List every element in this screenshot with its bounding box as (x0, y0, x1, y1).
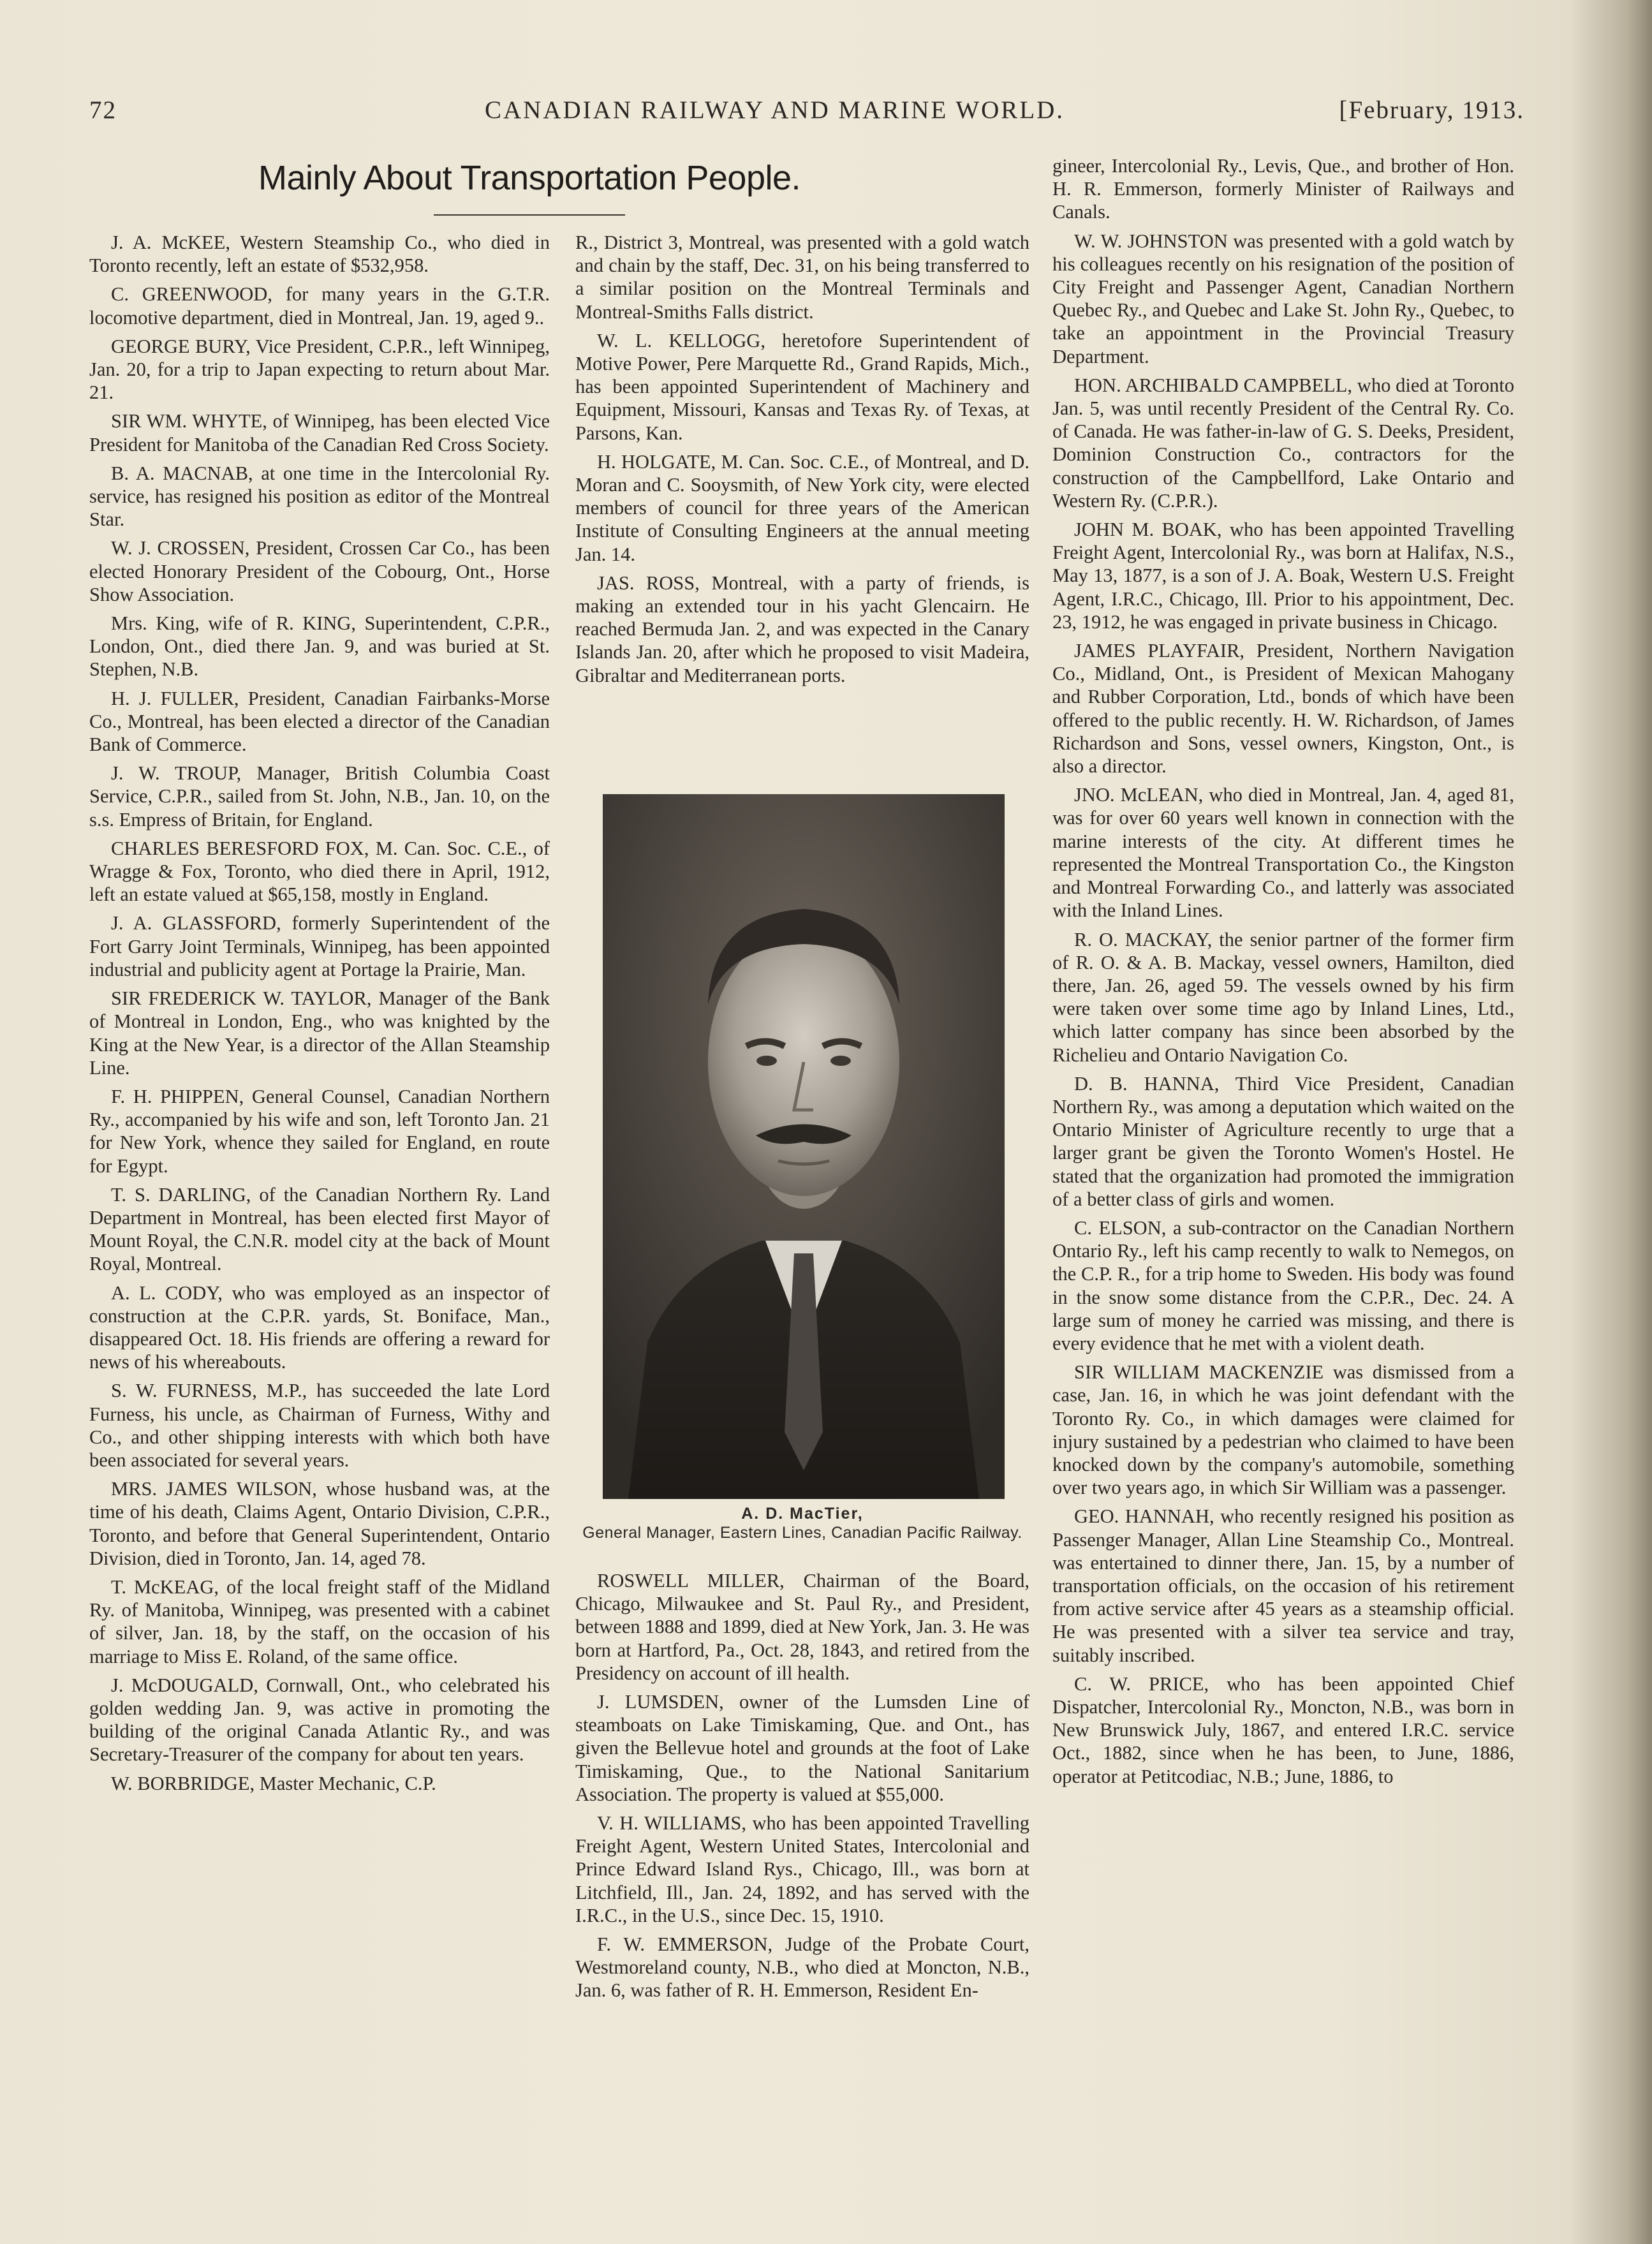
news-item: W. L. KELLOGG, heretofore Superintendent of Motive Power, Pere Marquette Rd., Grand Rapids, Mich., has been appointed Superintendent of Machinery and Equipment, Missouri, Kansas and Texas Ry. of Texas, at Parsons, Kan. (575, 329, 1029, 444)
photo-caption (575, 1504, 1029, 1542)
news-item: W. BORBRIDGE, Master Mechanic, C.P. (111, 1772, 436, 1794)
news-item: J. W. TROUP, Manager, British Columbia Coast Service, C.P.R., sailed from St. John, N.B., Jan. 10, on the s.s. Empress of Britain, for England. (89, 762, 550, 830)
news-item: H. HOLGATE, M. Can. Soc. C.E., of Montreal, and D. Moran and C. Sooysmith, of New York city, were elected members of council for three years of the American Institute of Consulting Engineers at the annual meeting Jan. 14. (575, 450, 1029, 565)
column-2-top (575, 231, 1029, 767)
running-header (89, 96, 1524, 134)
news-item: SIR WILLIAM MACKENZIE was dismissed from a case, Jan. 16, in which he was joint defendant with the Toronto Ry. Co., in which damages were claimed for injury sustained by a pedestrian who claimed to have been knocked down by the company's automobile, something over two years ago, in which Sir William was a passenger. (1052, 1361, 1514, 1499)
news-item: C. GREENWOOD, for many years in the G.T.R. locomotive department, died in Montreal, Jan. 19, aged 9.. (89, 283, 550, 328)
page-number: 72 (89, 96, 117, 124)
news-item: B. A. MACNAB, at one time in the Intercolonial Ry. service, has resigned his position as editor of the Montreal Star. (89, 462, 550, 531)
column-3 (1052, 154, 1514, 2160)
news-item: F. W. EMMERSON, Judge of the Probate Court, Westmoreland county, N.B., who died at Moncton, N.B., Jan. 6, was father of R. H. Emmerson, Resident En- (575, 1933, 1029, 2002)
photo-subject-name: A. D. MacTier, (741, 1505, 864, 1523)
news-item: R., District 3, Montreal, was presented with a gold watch and chain by the staff, Dec. 31, on his being transferred to a similar position on the Montreal Terminals and Montreal-Smiths Falls district. (575, 232, 1029, 323)
news-item: JOHN M. BOAK, who has been appointed Travelling Freight Agent, Intercolonial Ry., was born at Halifax, N.S., May 13, 1877, is a son of J. A. Boak, Western U.S. Freight Agent, I.R.C., Chicago, Ill. Prior to his appointment, Dec. 23, 1912, he was engaged in private business in Chicago. (1052, 519, 1514, 633)
news-item: GEO. HANNAH, who recently resigned his position as Passenger Manager, Allan Line Steamship Co., Montreal. was entertained to dinner there, Jan. 15, by a number of transportation officials, on the occasion of his retirement from active service after 45 years as a steamship official. He was presented with a silver tea service and tray, suitably inscribed. (1052, 1505, 1514, 1666)
news-item: MRS. JAMES WILSON, whose husband was, at the time of his death, Claims Agent, Ontario Division, C.P.R., Toronto, and before that General Superintendent, Ontario Division, died in Toronto, Jan. 14, aged 78. (89, 1478, 550, 1569)
news-item: T. McKEAG, of the local freight staff of the Midland Ry. of Manitoba, Winnipeg, was presented with a cabinet of silver, Jan. 18, by the staff, on the occasion of his marriage to Miss E. Roland, of the same office. (89, 1576, 550, 1667)
news-item: W. J. CROSSEN, President, Crossen Car Co., has been elected Honorary President of the Cobourg, Ont., Horse Show Association. (89, 537, 550, 605)
news-item: R. O. MACKAY, the senior partner of the former firm of R. O. & A. B. Mackay, vessel owners, Hamilton, died there, Jan. 26, aged 59. The vessels owned by his firm were taken over some time ago by Inland Lines, Ltd., which latter company has since been absorbed by the Richelieu and Ontario Navigation Co. (1052, 928, 1514, 1066)
news-item: HON. ARCHIBALD CAMPBELL, who died at Toronto Jan. 5, was until recently President of the Central Ry. Co. of Canada. He was father-in-law of G. S. Deeks, President, Dominion Construction Co., contractors for the construction of the Campbellford, Lake Ontario and Western Ry. (C.P.R.). (1052, 374, 1514, 512)
news-item: J. LUMSDEN, owner of the Lumsden Line of steamboats on Lake Timiskaming, Que. and Ont., has given the Bellevue hotel and grounds at the foot of Lake Timiskaming, Que., to the National Sanitarium Association. The property is valued at $55,000. (575, 1691, 1029, 1805)
title-rule (434, 214, 625, 216)
news-item: J. McDOUGALD, Cornwall, Ont., who celebrated his golden wedding Jan. 9, was active in promoting the building of the original Canada Atlantic Ry., and was Secretary-Treasurer of the company for about ten years. (89, 1674, 550, 1766)
news-item: C. W. PRICE, who has been appointed Chief Dispatcher, Intercolonial Ry., Moncton, N.B., was born in New Brunswick July, 1867, and entered I.R.C. service Oct., 1882, since when he has been, to June, 1886, operator at Petitcodiac, N.B.; June, 1886, to (1052, 1672, 1514, 1787)
column-2-bottom (575, 1569, 1029, 2156)
news-item: V. H. WILLIAMS, who has been appointed Travelling Freight Agent, Western United States, Intercolonial and Prince Edward Island Rys., Chicago, Ill., was born at Litchfield, Ill., Jan. 24, 1892, and has served with the I.R.C., in the U.S., since Dec. 15, 1910. (575, 1812, 1029, 1926)
news-item: J. A. McKEE, Western Steamship Co., who died in Toronto recently, left an estate of $532,958. (89, 232, 550, 277)
issue-date: [February, 1913. (1339, 96, 1524, 124)
masthead: CANADIAN RAILWAY AND MARINE WORLD. (485, 96, 1065, 124)
news-item: S. W. FURNESS, M.P., has succeeded the late Lord Furness, his uncle, as Chairman of Furness, Withy and Co., and other shipping interests with which both have been associated for several years. (89, 1380, 550, 1471)
news-item: J. A. GLASSFORD, formerly Superintendent of the Fort Garry Joint Terminals, Winnipeg, has been appointed industrial and publicity agent at Portage la Prairie, Man. (89, 912, 550, 980)
news-item: JAS. ROSS, Montreal, with a party of friends, is making an extended tour in his yacht Glencairn. He reached Bermuda Jan. 2, and was expected in the Canary Islands Jan. 20, after which he proposed to visit Madeira, Gibraltar and Mediterranean ports. (575, 572, 1029, 686)
news-item: JNO. McLEAN, who died in Montreal, Jan. 4, aged 81, was for over 60 years well known in connection with the marine interests of the city. At different times he represented the Montreal Transportation Co., the Kingston and Montreal Forwarding Co., and latterly was associated with the Inland Lines. (1052, 784, 1514, 922)
news-item: SIR FREDERICK W. TAYLOR, Manager of the Bank of Montreal in London, Eng., who was knighted by the King at the New Year, is a director of the Allan Steamship Line. (89, 987, 550, 1079)
news-item: CHARLES BERESFORD FOX, M. Can. Soc. C.E., of Wragge & Fox, Toronto, who died there in April, 1912, left an estate valued at $65,158, mostly in England. (89, 837, 550, 906)
news-item: C. ELSON, a sub-contractor on the Canadian Northern Ontario Ry., left his camp recently to walk to Nemegos, on the C.P. R., for a trip home to Sweden. His body was found in the snow some distance from the C.P.R., Dec. 24. A large sum of money he carried was missing, and there is every evidence that he met with a violent death. (1052, 1216, 1514, 1354)
news-item: W. W. JOHNSTON was presented with a gold watch by his colleagues recently on his resignation of the position of City Freight and Passenger Agent, Canadian Northern Quebec Ry., and Quebec and Lake St. John Ry., Quebec, to take an appointment in the Provincial Treasury Department. (1052, 230, 1514, 367)
news-item: F. H. PHIPPEN, General Counsel, Canadian Northern Ry., accompanied by his wife and son, left Toronto Jan. 21 for New York, whence they sailed for England, en route for Egypt. (89, 1085, 550, 1177)
column-1 (89, 231, 550, 2164)
portrait-photo (603, 794, 1005, 1499)
photo-subject-title: General Manager, Eastern Lines, Canadian Pacific Railway. (582, 1524, 1022, 1542)
news-item: Mrs. King, wife of R. KING, Superintendent, C.P.R., London, Ont., died there Jan. 9, and was buried at St. Stephen, N.B. (89, 612, 550, 681)
news-item: D. B. HANNA, Third Vice President, Canadian Northern Ry., was among a deputation which waited on the Ontario Minister of Agriculture recently to urge that a larger grant be given the Toronto Women's Hostel. He stated that the organization had promoted the immigration of a better class of girls and women. (1052, 1072, 1514, 1210)
news-item: JAMES PLAYFAIR, President, Northern Navigation Co., Midland, Ont., is President of Mexican Mahogany and Rubber Corporation, Ltd., bonds of which have been offered to the public recently. H. W. Richardson, of James Richardson and Sons, vessel owners, Kingston, Ont., is also a director. (1052, 640, 1514, 778)
news-item: A. L. CODY, who was employed as an inspector of construction at the C.P.R. yards, St. Boniface, Man., disappeared Oct. 18. His friends are offering a reward for news of his whereabouts. (89, 1281, 550, 1373)
news-item: GEORGE BURY, Vice President, C.P.R., left Winnipeg, Jan. 20, for a trip to Japan expecting to return about Mar. 21. (89, 335, 550, 404)
news-item: ROSWELL MILLER, Chairman of the Board, Chicago, Milwaukee and St. Paul Ry., and President, between 1888 and 1899, died at New York, Jan. 3. He was born at Hartford, Pa., Oct. 28, 1843, and retired from the Presidency on account of ill health. (575, 1570, 1029, 1684)
news-item: H. J. FULLER, President, Canadian Fairbanks-Morse Co., Montreal, has been elected a director of the Canadian Bank of Commerce. (89, 687, 550, 756)
news-item: T. S. DARLING, of the Canadian Northern Ry. Land Department in Montreal, has been elected first Mayor of Mount Royal, the C.N.R. model city at the back of Mount Royal, Montreal. (89, 1183, 550, 1275)
news-item: gineer, Intercolonial Ry., Levis, Que., and brother of Hon. H. R. Emmerson, formerly Minister of Railways and Canals. (1052, 155, 1514, 223)
section-title: Mainly About Transportation People. (258, 159, 801, 197)
news-item: SIR WM. WHYTE, of Winnipeg, has been elected Vice President for Manitoba of the Canadian Red Cross Society. (89, 410, 550, 455)
